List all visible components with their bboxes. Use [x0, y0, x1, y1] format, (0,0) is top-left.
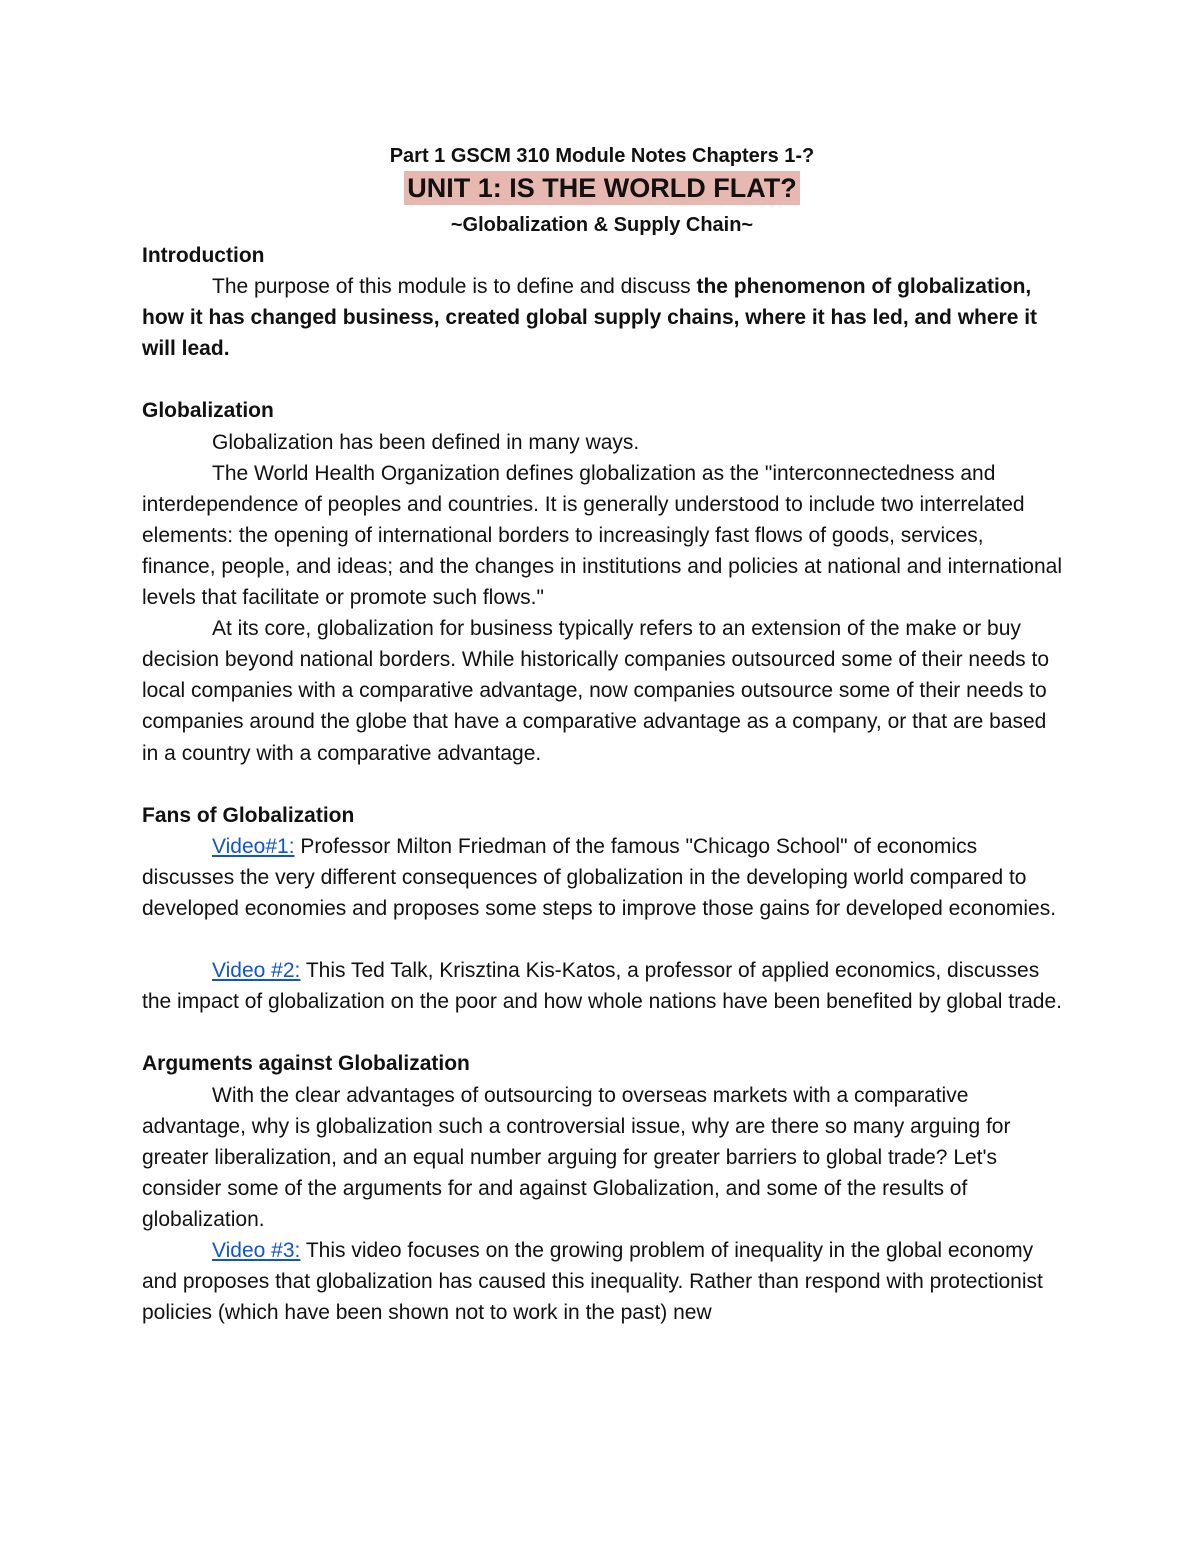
introduction-paragraph [142, 271, 1062, 364]
introduction-bold-text: the phenomenon of globalization, how it has changed business, created global supply chains, where it has led, and where it will lead. [142, 275, 1038, 361]
spacer [142, 769, 1062, 800]
document-body [142, 141, 1062, 1328]
spacer [142, 924, 1062, 955]
globalization-paragraph-1: Globalization has been defined in many ways. [212, 430, 640, 454]
globalization-paragraph-3: At its core, globalization for business typically refers to an extension of the make or buy decision beyond national borders. While historically companies outsourced some of their needs to local companies with a comparative advantage, now companies outsource some of their needs to companies around the globe that have a comparative advantage as a company, or that are based in a country with a comparative advantage. [142, 617, 1049, 765]
video2-paragraph [142, 955, 1062, 1017]
video1-description: Professor Milton Friedman of the famous "Chicago School" of economics discusses the very different consequences of globalization in the developing world compared to developed economies and proposes some steps to improve those gains for developed economies. [142, 834, 1057, 920]
video2-description: This Ted Talk, Krisztina Kis-Katos, a professor of applied economics, discusses the impact of globalization on the poor and how whole nations have been benefited by global trade. [142, 959, 1062, 1014]
spacer [142, 364, 1062, 395]
introduction-text: The purpose of this module is to define and discuss [212, 275, 697, 299]
globalization-heading: Globalization [142, 399, 274, 423]
document-title: Part 1 GSCM 310 Module Notes Chapters 1-? [389, 145, 815, 167]
against-paragraph: With the clear advantages of outsourcing to overseas markets with a comparative advantage, why is globalization such a controversial issue, why are there so many arguing for greater liberalization, and an equal number arguing for greater barriers to global trade? Let's consider some of the arguments for and against Globalization, and some of the results of globalization. [142, 1083, 1011, 1231]
fans-heading: Fans of Globalization [142, 803, 355, 827]
against-heading: Arguments against Globalization [142, 1052, 470, 1076]
video1-paragraph [142, 831, 1062, 924]
video1-link[interactable]: Video#1: [212, 834, 295, 858]
document-subtitle: ~Globalization & Supply Chain~ [450, 214, 754, 236]
video2-link[interactable]: Video #2: [212, 959, 301, 983]
unit-title: UNIT 1: IS THE WORLD FLAT? [404, 171, 799, 205]
spacer [142, 1017, 1062, 1048]
globalization-paragraph-2: The World Health Organization defines globalization as the "interconnectedness and interdependence of peoples and countries. It is generally understood to include two interrelated elements: the opening of international borders to increasingly fast flows of goods, services, finance, people, and ideas; and the changes in institutions and policies at national and international levels that facilitate or promote such flows." [142, 461, 1062, 610]
unit-title-line [142, 171, 1062, 210]
video3-link[interactable]: Video #3: [212, 1239, 301, 1262]
video3-description: This video focuses on the growing problem of inequality in the global economy and proposes that globalization has caused this inequality. Rather than respond with protectionist policies (which have been shown not to work in the past) new [142, 1239, 1043, 1325]
video3-paragraph [142, 1235, 1062, 1328]
introduction-heading: Introduction [142, 244, 265, 267]
